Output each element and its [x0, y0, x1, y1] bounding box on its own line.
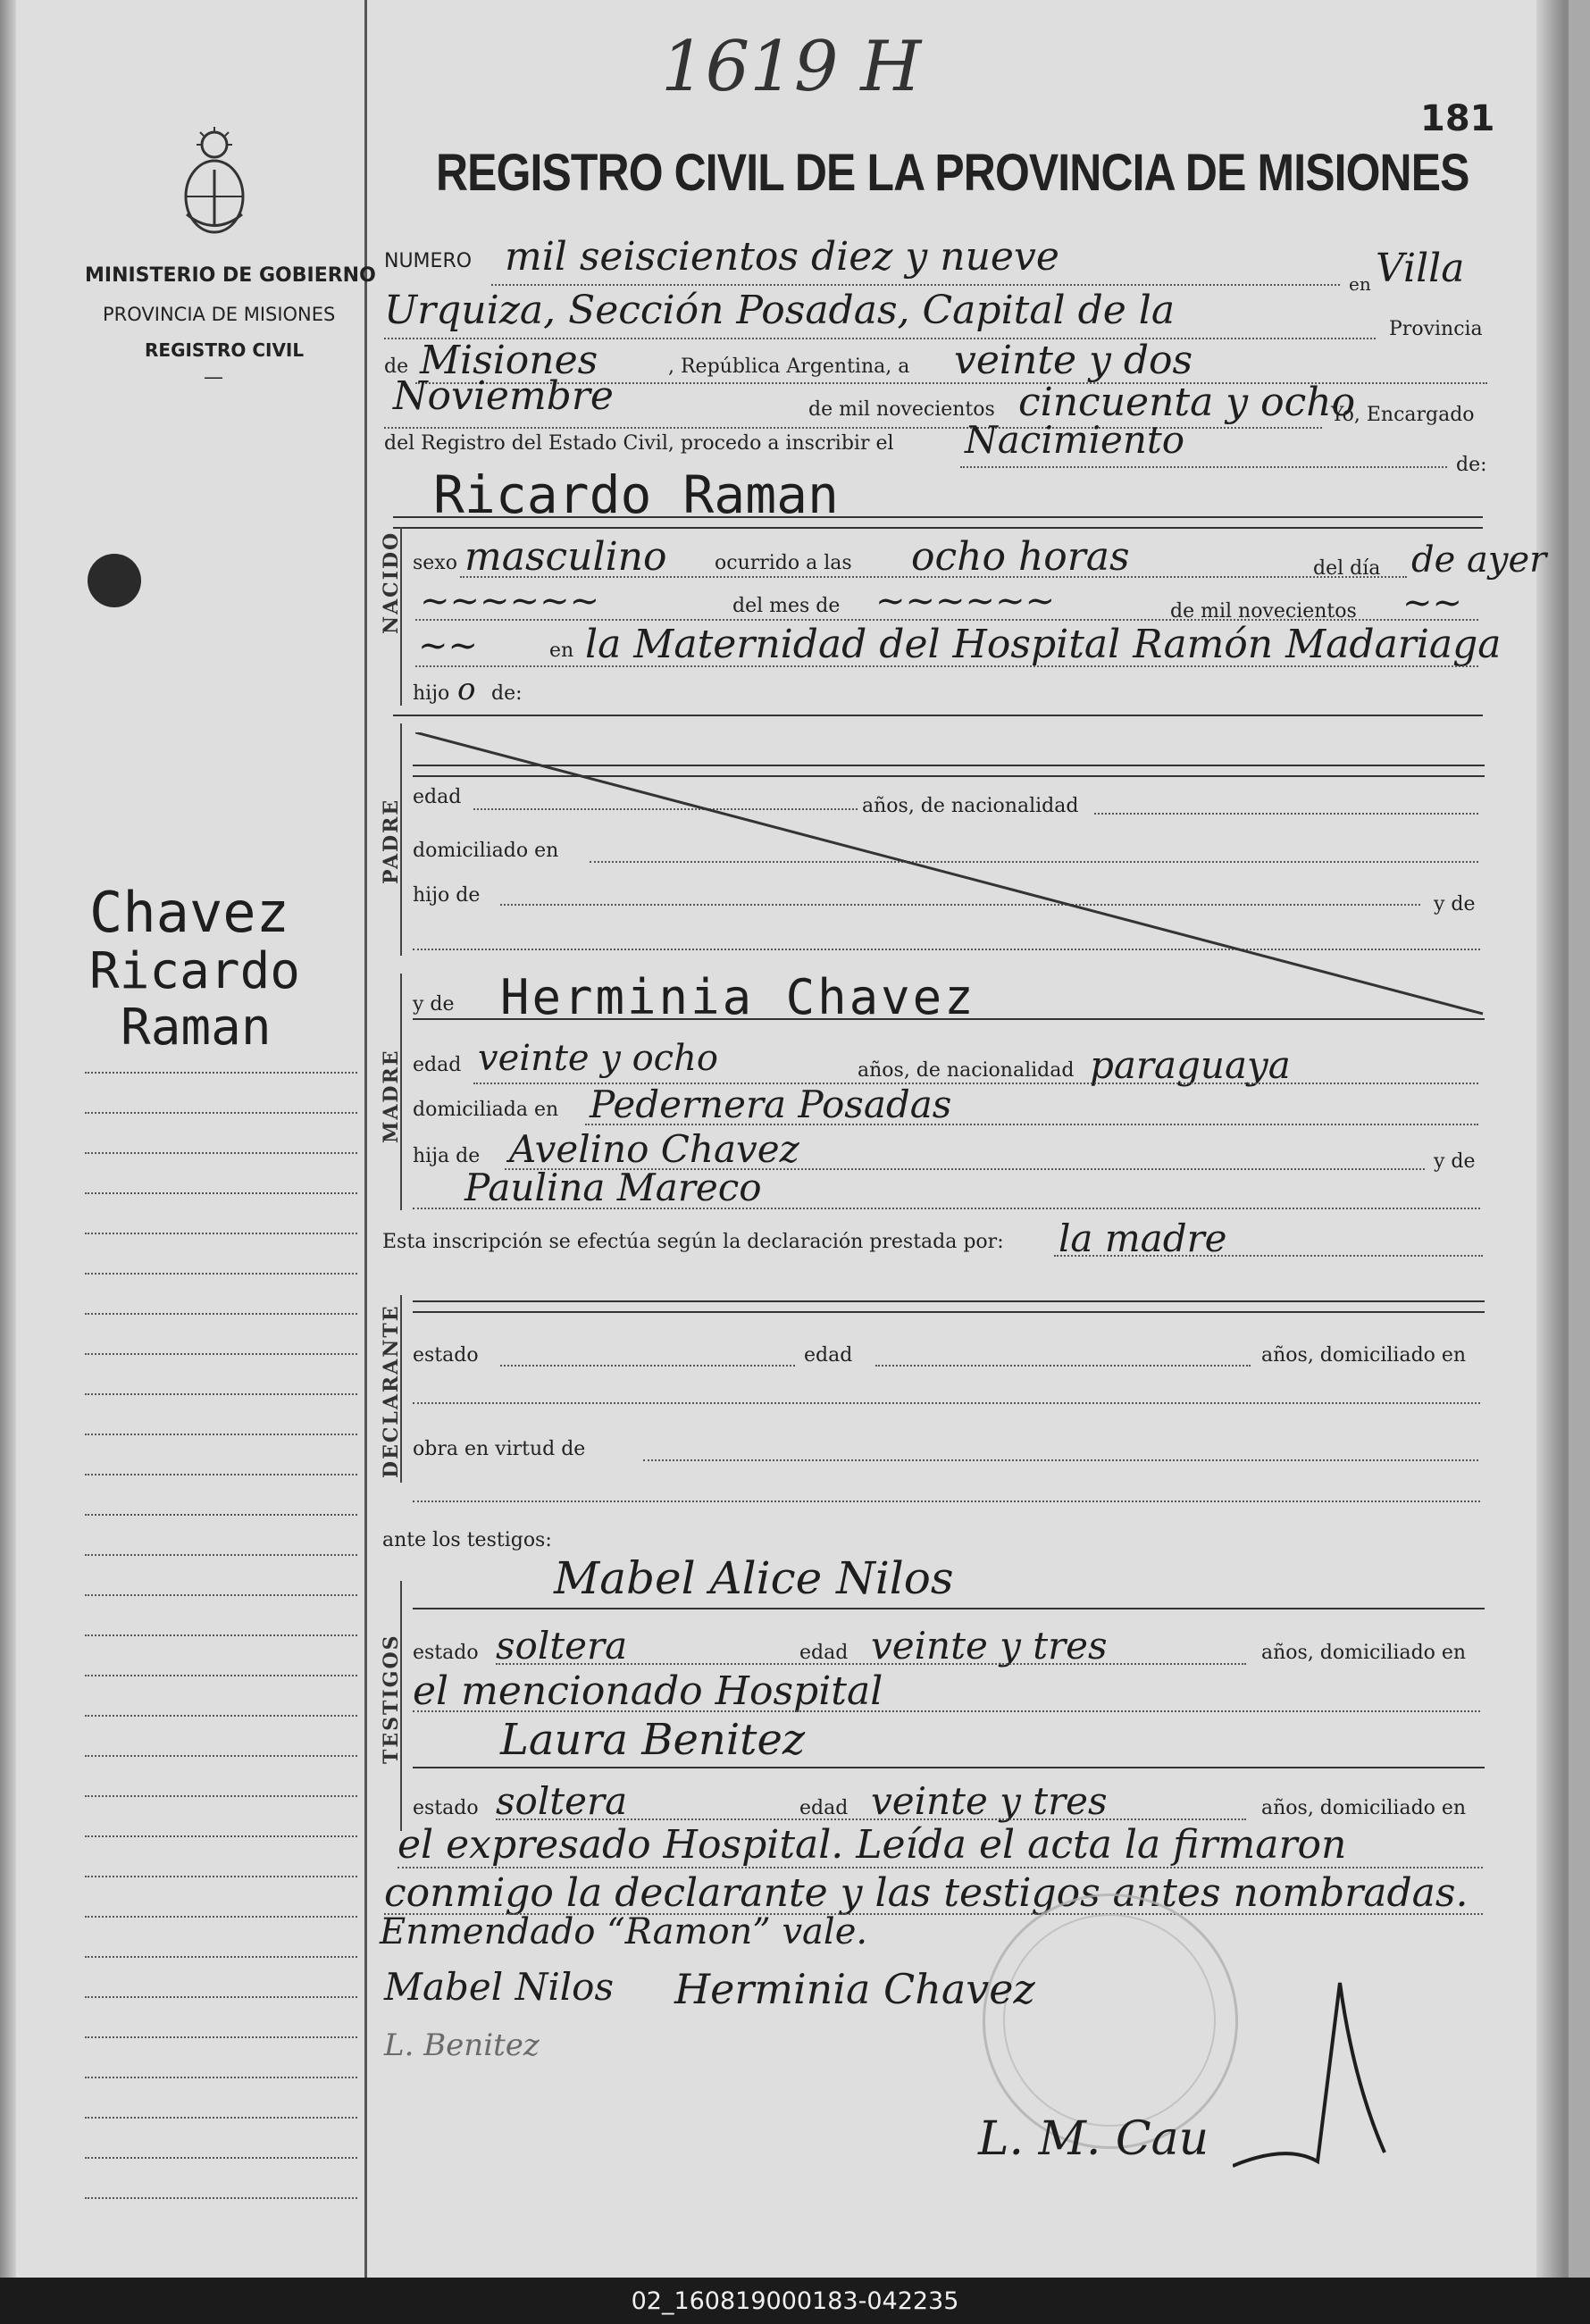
ante-testigos-label: ante los testigos: [382, 1529, 552, 1551]
province-value: Misiones [420, 338, 598, 383]
lugar-value: la Maternidad del Hospital Ramón Madariaga [585, 622, 1502, 667]
de-label: de [384, 355, 409, 378]
office-name: REGISTRO CIVIL [145, 339, 305, 361]
t1-domicilio-value: el mencionado Hospital [413, 1668, 883, 1714]
madre-edad-value: veinte y ocho [478, 1038, 718, 1079]
declarante-line-2 [413, 1402, 1480, 1404]
madre-nacionalidad-value: paraguaya [1090, 1043, 1291, 1087]
binding-edge [0, 0, 16, 2278]
t1-edad-label: edad [799, 1642, 849, 1664]
official-seal-icon [983, 1893, 1238, 2149]
t1-estado-value: soltera [496, 1624, 628, 1668]
sexo-label: sexo [413, 552, 457, 574]
madre-padre-value: Avelino Chavez [509, 1127, 799, 1171]
anio-scribble: ~~ [1402, 582, 1463, 623]
tipo-value: Nacimiento [965, 418, 1185, 462]
margin-rule [364, 0, 367, 2278]
hijo-value: o [457, 672, 476, 707]
folio-number: 181 [1420, 98, 1495, 139]
margin-name-1: Ricardo [89, 942, 301, 1000]
t1-edad-value: veinte y tres [871, 1624, 1108, 1668]
dia-value: de ayer [1411, 539, 1547, 581]
madre-domicilio-label: domiciliada en [413, 1099, 559, 1121]
madre-y-de-label: y de [413, 993, 455, 1016]
testigo-2-rule [413, 1767, 1485, 1768]
margin-surname: Chavez [89, 880, 289, 945]
declarante-obra-label: obra en virtud de [413, 1438, 586, 1460]
padre-edad-label: edad [413, 786, 462, 808]
anio-scribble-2: ~~ [418, 625, 479, 666]
declarante-estado-line [500, 1365, 795, 1367]
declarante-edad-line [875, 1365, 1251, 1367]
t2-edad-label: edad [799, 1797, 849, 1819]
declarante-obra-line [643, 1459, 1478, 1461]
child-name: Ricardo Raman [433, 464, 839, 525]
madre-edad-label: edad [413, 1054, 462, 1076]
page-edge [1536, 0, 1563, 2278]
t1-estado-line [496, 1663, 1246, 1665]
coat-of-arms-icon [174, 125, 255, 241]
numero-label: NUMERO [384, 250, 473, 272]
lugar-line [415, 665, 1478, 667]
enmendado-note: Enmendado “Ramon” vale. [380, 1911, 868, 1952]
t1-estado-label: estado [413, 1642, 479, 1664]
t2-edad-value: veinte y tres [871, 1779, 1108, 1823]
madre-label: MADRE [380, 1049, 403, 1143]
closing-line-2: conmigo la declarante y las testigos antes nombradas. [384, 1870, 1469, 1916]
mes-line [415, 619, 1478, 621]
madre-y-de-label-2: y de [1434, 1150, 1476, 1173]
madre-domicilio-value: Pedernera Posadas [590, 1083, 952, 1126]
month-value: Noviembre [393, 373, 614, 419]
testigo-1-name: Mabel Alice Nilos [554, 1552, 954, 1604]
child-name-rule-2 [393, 527, 1483, 529]
closing-line-1: el expresado Hospital. Leída el acta la firmaron [398, 1822, 1347, 1868]
republica-label: , República Argentina, a [668, 355, 910, 378]
child-name-rule [393, 516, 1483, 518]
padre-label: PADRE [380, 798, 403, 884]
sexo-line [460, 576, 1407, 578]
file-id-footer: 02_160819000183-042235 [0, 2278, 1590, 2324]
nacido-end-rule [393, 715, 1483, 716]
year-label: de mil novecientos [808, 398, 995, 421]
padre-hijo-label: hijo de [413, 884, 481, 907]
day-value: veinte y dos [954, 338, 1193, 383]
hijo-label: hijo [413, 682, 450, 705]
place-value: Urquiza, Sección Posadas, Capital de la [384, 288, 1176, 333]
testigos-label: TESTIGOS [380, 1634, 403, 1764]
province-name: PROVINCIA DE MISIONES [103, 304, 336, 325]
madre-nacionalidad-label: años, de nacionalidad [858, 1059, 1075, 1082]
nacido-label: NACIDO [380, 531, 403, 634]
ministry-name: MINISTERIO DE GOBIERNO [85, 264, 376, 287]
declarante-label: DECLARANTE [380, 1304, 403, 1478]
testigo-1-rule [413, 1608, 1485, 1609]
sidebar-dash: — [204, 366, 223, 389]
page-title: REGISTRO CIVIL DE LA PROVINCIA DE MISIONES [436, 144, 1469, 202]
declarante-rule-1 [413, 1300, 1485, 1302]
t1-domicilio-line [413, 1710, 1480, 1712]
padre-y-de-label: y de [1434, 893, 1476, 915]
mil-label: de mil novecientos [1170, 600, 1357, 623]
margin-name-2: Raman [121, 999, 272, 1057]
signature-1: Mabel Nilos [384, 1965, 615, 2009]
madre-madre-value: Paulina Mareco [464, 1166, 762, 1209]
t1-domicilio-label: años, domiciliado en [1261, 1642, 1467, 1664]
numero-value: mil seiscientos diez y nueve [505, 234, 1059, 280]
closing-line-1-rule [398, 1867, 1483, 1868]
en-value: Villa [1376, 246, 1465, 291]
madre-name: Herminia Chavez [500, 969, 976, 1025]
declarante-estado-label: estado [413, 1344, 479, 1367]
padre-nacionalidad-label: años, de nacionalidad [862, 795, 1079, 817]
de-colon: de: [1456, 454, 1487, 476]
declaracion-text: Esta inscripción se efectúa según la declaración prestada por: [382, 1231, 1004, 1253]
en-label: en [1349, 273, 1371, 295]
tipo-line [960, 466, 1447, 468]
del-dia-label: del día [1313, 557, 1381, 580]
registro-label: del Registro del Estado Civil, procedo a inscribir el [384, 432, 894, 455]
declarante-rule-2 [413, 1311, 1485, 1313]
dia-scribble: ~~~~~~ [420, 581, 600, 622]
sexo-value: masculino [464, 534, 667, 580]
signature-4: L. M. Cau [978, 2112, 1209, 2166]
mes-scribble: ~~~~~~ [875, 581, 1056, 622]
signature-flourish [1233, 1974, 1393, 2179]
punch-hole [88, 554, 141, 607]
t2-estado-label: estado [413, 1797, 479, 1819]
t2-estado-line [496, 1818, 1246, 1820]
madre-name-rule [413, 1018, 1485, 1020]
madre-domicilio-line [585, 1124, 1478, 1125]
stamp-number: 1619 H [661, 27, 922, 107]
declarante-edad-label: edad [804, 1344, 853, 1367]
signature-3: L. Benitez [384, 2027, 540, 2063]
del-mes-label: del mes de [732, 595, 841, 617]
testigo-2-name: Laura Benitez [500, 1715, 806, 1765]
declaracion-line [1054, 1255, 1483, 1257]
year-value: cincuenta y ocho [1018, 380, 1356, 425]
hijo-de-label: de: [491, 682, 523, 705]
en-place-label: en [549, 640, 574, 662]
padre-domicilio-label: domiciliado en [413, 840, 559, 862]
hora-value: ocho horas [911, 534, 1130, 580]
declarante-line-4 [413, 1501, 1480, 1502]
provincia-label: Provincia [1389, 318, 1483, 340]
t2-domicilio-label: años, domiciliado en [1261, 1797, 1467, 1819]
madre-hija-label: hija de [413, 1145, 481, 1167]
madre-madre-line [413, 1208, 1480, 1209]
encargado-label: Yo, Encargado [1331, 404, 1475, 426]
ocurrido-label: ocurrido a las [715, 552, 852, 574]
signature-2: Herminia Chavez [674, 1965, 1035, 2013]
declaracion-value: la madre [1059, 1216, 1227, 1260]
t2-estado-value: soltera [496, 1779, 628, 1823]
declarante-domicilio-label: años, domiciliado en [1261, 1344, 1467, 1367]
numero-line [491, 284, 1340, 286]
